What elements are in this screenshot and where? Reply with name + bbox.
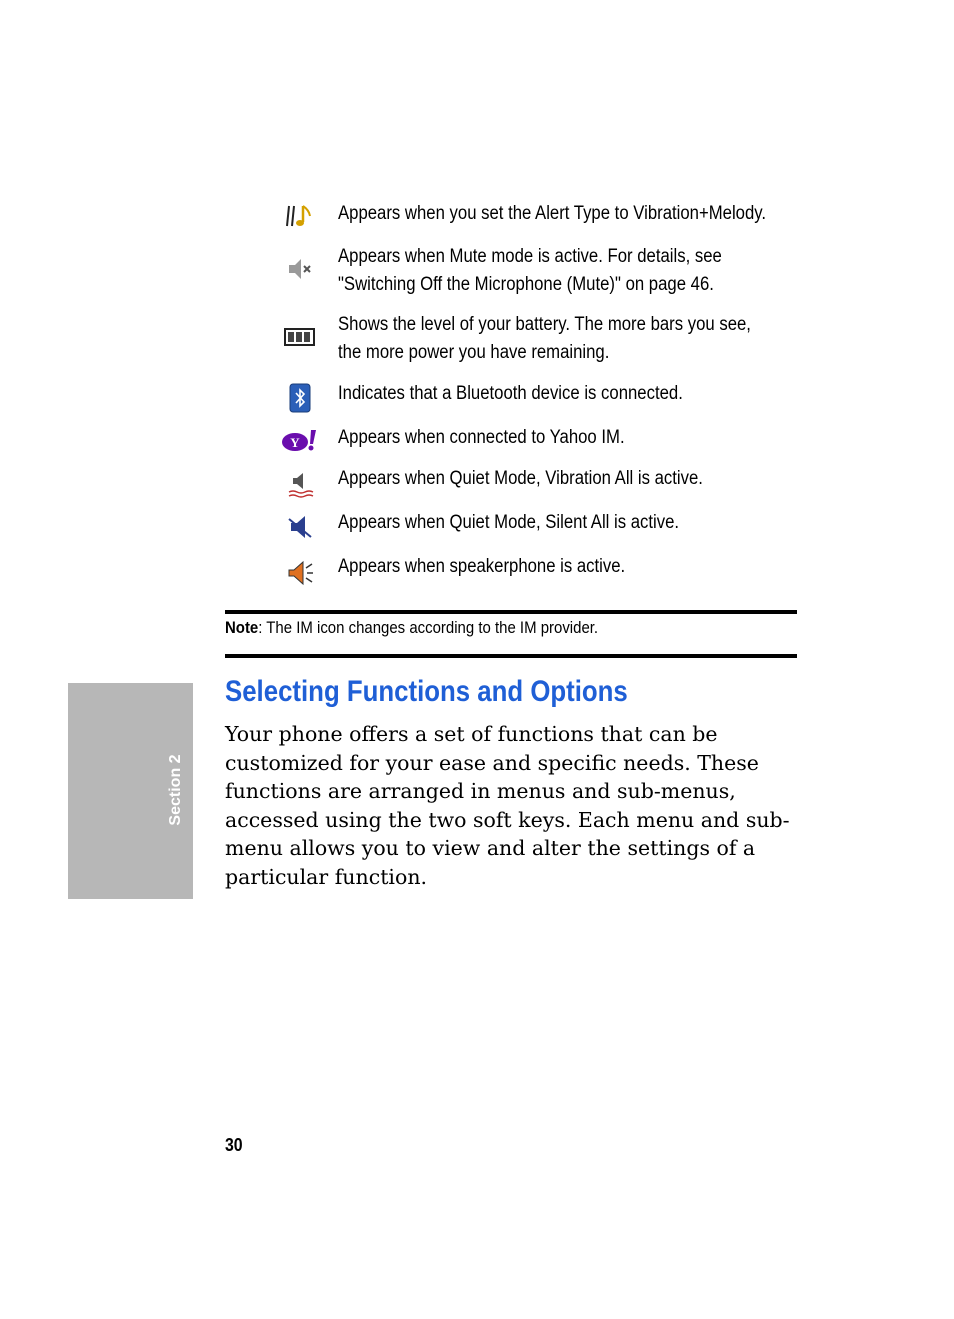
quiet-vibration-icon: [280, 469, 320, 501]
section-body: [225, 720, 795, 891]
icon-description: Appears when Quiet Mode, Silent All is active.: [338, 512, 680, 533]
section-tab-label: Section 2: [167, 754, 184, 826]
vibration-melody-icon: [280, 200, 320, 232]
body-line: particular function.: [225, 864, 428, 889]
note-text: : The IM icon changes according to the IM provider.: [258, 618, 599, 637]
mute-icon: [280, 253, 320, 285]
battery-icon: [280, 321, 320, 353]
section-heading: Selecting Functions and Options: [225, 675, 628, 708]
body-line: accessed using the two soft keys. Each menu and sub-: [225, 807, 790, 832]
note: [225, 616, 598, 640]
page-number: 30: [225, 1135, 243, 1155]
bluetooth-icon: [280, 382, 320, 414]
body-line: Your phone offers a set of functions that can be: [225, 722, 718, 746]
note-label: Note: [225, 618, 259, 637]
speakerphone-icon: [280, 557, 320, 589]
icon-description: Appears when Mute mode is active. For details, see "Switching Off the Microphone (Mute)" on page 46.: [338, 246, 722, 295]
body-line: customized for your ease and specific needs. These: [225, 750, 759, 775]
body-line: menu allows you to view and alter the settings of a: [225, 836, 756, 860]
icon-description: Appears when connected to Yahoo IM.: [338, 427, 625, 448]
icon-description: Indicates that a Bluetooth device is connected.: [338, 383, 683, 404]
icon-description: Appears when speakerphone is active.: [338, 556, 626, 577]
body-line: functions are arranged in menus and sub-menus,: [225, 779, 736, 803]
note-top-rule: [225, 610, 797, 614]
icon-description: Shows the level of your battery. The more bars you see, the more power you have remaining.: [338, 314, 751, 363]
quiet-silent-icon: [280, 511, 320, 543]
note-bottom-rule: [225, 654, 797, 658]
svg-text:Y: Y: [290, 435, 300, 450]
icon-description: Appears when Quiet Mode, Vibration All is active.: [338, 468, 703, 489]
icon-description: Appears when you set the Alert Type to Vibration+Melody.: [338, 203, 767, 224]
yahoo-im-icon: [278, 424, 322, 456]
